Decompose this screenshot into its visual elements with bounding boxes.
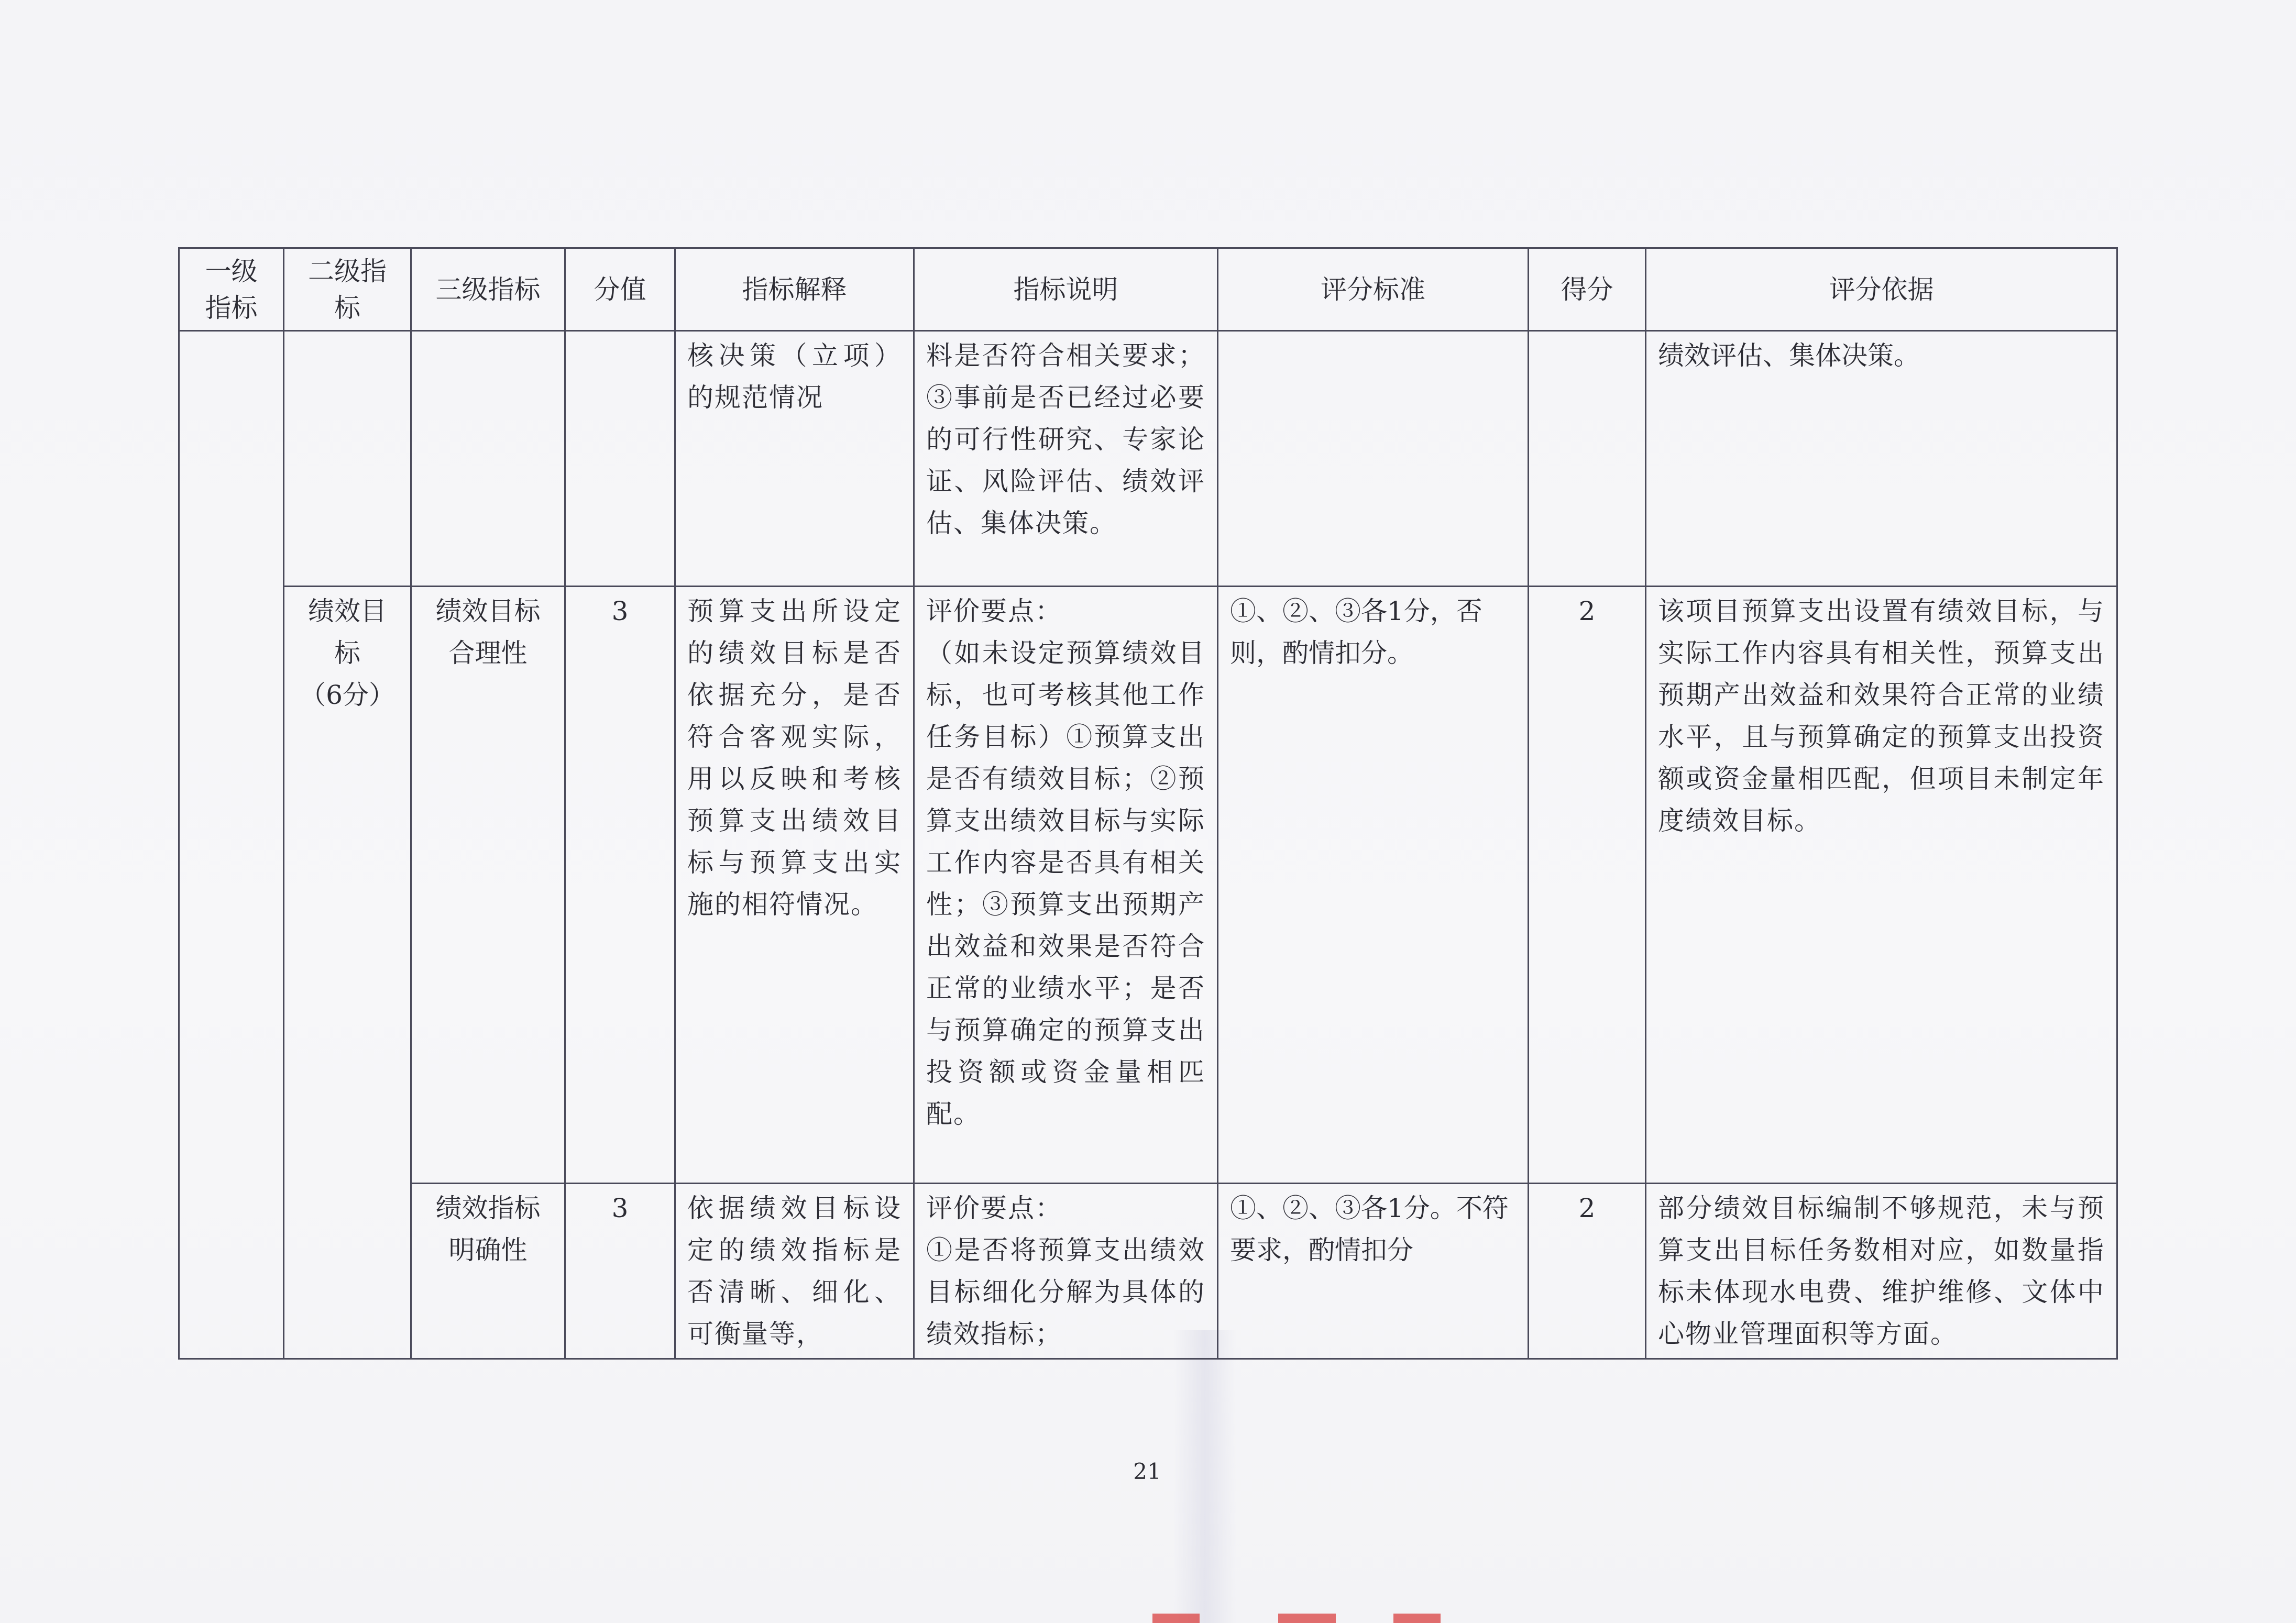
level1-cell xyxy=(179,331,284,1359)
basis-cell: 绩效评估、集体决策。 xyxy=(1646,331,2117,587)
level2-cell xyxy=(284,331,411,587)
header-criteria: 评分标准 xyxy=(1218,248,1529,331)
level3-cell: 绩效指标 明确性 xyxy=(411,1184,565,1359)
page-number: 21 xyxy=(1133,1459,1161,1484)
criteria-cell: ①、②、③各1分，否则，酌情扣分。 xyxy=(1218,587,1529,1184)
header-description: 指标说明 xyxy=(914,248,1218,331)
header-basis: 评分依据 xyxy=(1646,248,2117,331)
basis-cell: 该项目预算支出设置有绩效目标，与实际工作内容具有相关性，预算支出预期产出效益和效果符合正常的业绩水平，且与预算确定的预算支出投资额或资金量相匹配，但项目未制定年度绩效目标。 xyxy=(1646,587,2117,1184)
score-value-cell: 3 xyxy=(565,587,675,1184)
header-score-value: 分值 xyxy=(565,248,675,331)
level2-cell: 绩效目 标 （6分） xyxy=(284,587,411,1359)
scan-artifact xyxy=(1173,1330,1236,1623)
level3-cell xyxy=(411,331,565,587)
seal-stamp-fragment xyxy=(1393,1614,1441,1623)
score-value-cell xyxy=(565,331,675,587)
description-cell: 料是否符合相关要求；③事前是否已经过必要的可行性研究、专家论证、风险评估、绩效评估、集体决策。 xyxy=(914,331,1218,587)
score-cell xyxy=(1529,331,1646,587)
score-cell: 2 xyxy=(1529,587,1646,1184)
seal-stamp-fragment xyxy=(1152,1614,1200,1623)
description-cell: 评价要点： （如未设定预算绩效目标，也可考核其他工作任务目标）①预算支出是否有绩效目标；②预算支出绩效目标与实际工作内容是否具有相关性；③预算支出预期产出效益和效果是否符合正常的业绩水平；是否与预算确定的预算支出投资额或资金量相匹配。 xyxy=(914,587,1218,1184)
score-cell: 2 xyxy=(1529,1184,1646,1359)
basis-cell: 部分绩效目标编制不够规范，未与预算支出目标任务数相对应，如数量指标未体现水电费、维护维修、文体中心物业管理面积等方面。 xyxy=(1646,1184,2117,1359)
description-cell: 评价要点： ①是否将预算支出绩效目标细化分解为具体的绩效指标； xyxy=(914,1184,1218,1359)
header-level2: 二级指 标 xyxy=(284,248,411,331)
table-row xyxy=(179,587,2117,1184)
header-level3: 三级指标 xyxy=(411,248,565,331)
table-row xyxy=(179,1184,2117,1359)
interpretation-cell: 依据绩效目标设定的绩效指标是否清晰、细化、可衡量等， xyxy=(675,1184,914,1359)
header-score: 得分 xyxy=(1529,248,1646,331)
header-interpretation: 指标解释 xyxy=(675,248,914,331)
table-row xyxy=(179,331,2117,587)
criteria-cell: ①、②、③各1分。不符要求，酌情扣分 xyxy=(1218,1184,1529,1359)
header-level1: 一级 指标 xyxy=(179,248,284,331)
interpretation-cell: 核决策（立项）的规范情况 xyxy=(675,331,914,587)
evaluation-table xyxy=(178,247,2118,1360)
score-value-cell: 3 xyxy=(565,1184,675,1359)
criteria-cell xyxy=(1218,331,1529,587)
header-row xyxy=(179,248,2117,331)
seal-stamp-fragment xyxy=(1278,1614,1336,1623)
interpretation-cell: 预算支出所设定的绩效目标是否依据充分，是否符合客观实际，用以反映和考核预算支出绩效目标与预算支出实施的相符情况。 xyxy=(675,587,914,1184)
level3-cell: 绩效目标 合理性 xyxy=(411,587,565,1184)
